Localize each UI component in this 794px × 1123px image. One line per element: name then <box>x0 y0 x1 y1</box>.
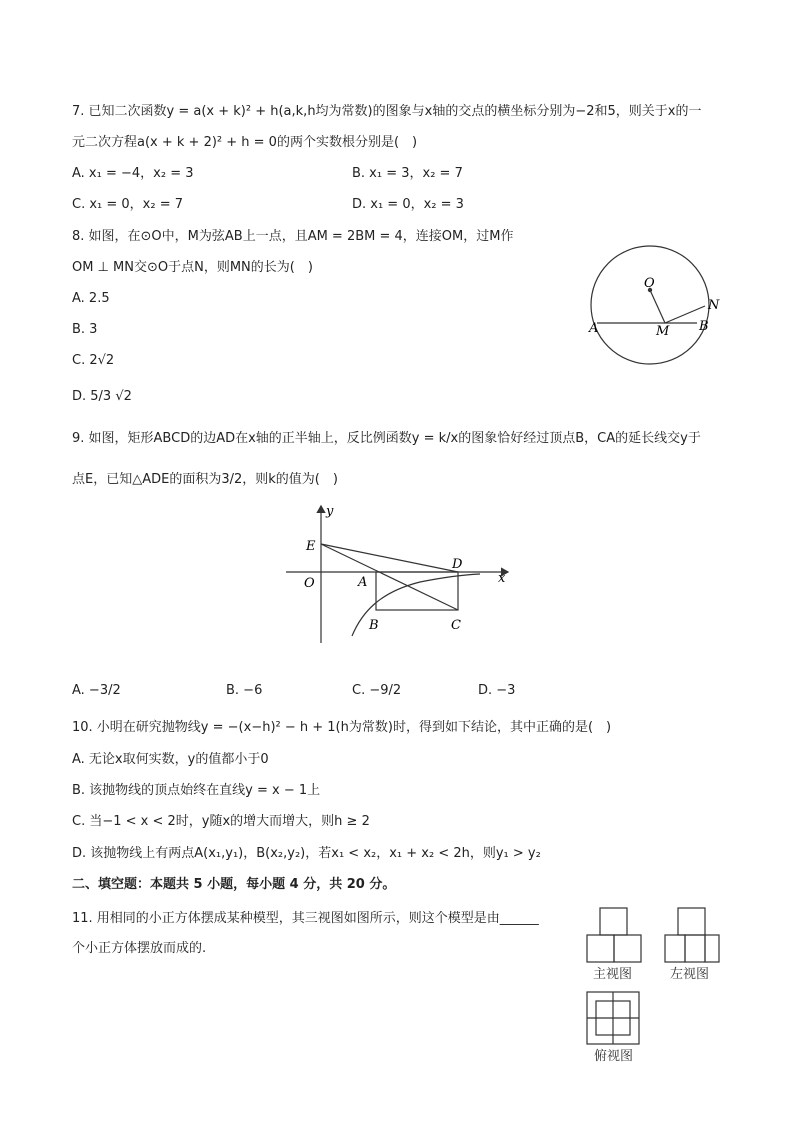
label-a: A <box>358 575 368 590</box>
q7-option-a: A. x₁ = −4，x₂ = 3 <box>72 166 194 181</box>
q7-option-c: C. x₁ = 0，x₂ = 7 <box>72 197 184 212</box>
q9-option-b: B. −6 <box>226 683 263 698</box>
label-y: y <box>326 504 334 519</box>
label-o: O <box>644 276 655 291</box>
label-d: D <box>452 557 463 572</box>
q10-option-d: D. 该抛物线上有两点A(x₁,y₁)，B(x₂,y₂)，若x₁ < x₂，x₁ + x₂ < 2h，则y₁ > y₂ <box>72 846 541 861</box>
q7-stem-line2: 元二次方程a(x + k + 2)² + h = 0的两个实数根分别是( ) <box>72 135 418 150</box>
q11-three-views-figure <box>580 900 730 1070</box>
left-view <box>665 908 719 962</box>
q9-option-d: D. −3 <box>478 683 516 698</box>
q7-option-d: D. x₁ = 0，x₂ = 3 <box>352 197 464 212</box>
q8-stem-line1: 8. 如图，在⊙O中，M为弦AB上一点，且AM = 2BM = 4，连接OM，过M作 <box>72 229 514 244</box>
segment-om <box>650 290 665 323</box>
q9-option-c: C. −9/2 <box>352 683 402 698</box>
left-view-label: 左视图 <box>670 967 710 982</box>
q9-stem-line1: 9. 如图，矩形ABCD的边AD在x轴的正半轴上，反比例函数y = k/x的图象恰好经过顶点B，CA的延长线交y于 <box>72 431 701 446</box>
label-c: C <box>451 618 461 633</box>
q8-option-d: D. 5/3 √2 <box>72 389 132 404</box>
q7-option-b: B. x₁ = 3，x₂ = 7 <box>352 166 463 181</box>
q7-stem-line1: 7. 已知二次函数y = a(x + k)² + h(a,k,h均为常数)的图象与x轴的交点的横坐标分别为−2和5，则关于x的一 <box>72 104 702 119</box>
top-view <box>587 992 639 1044</box>
circle-o <box>591 246 709 364</box>
top-view-label: 俯视图 <box>594 1049 634 1064</box>
label-m: M <box>656 324 670 339</box>
q10-option-a: A. 无论x取何实数，y的值都小于0 <box>72 752 269 767</box>
front-view <box>587 908 641 962</box>
line-ed <box>321 544 458 572</box>
label-x: x <box>498 571 506 586</box>
label-a: A <box>589 321 599 336</box>
q8-stem-line2: OM ⊥ MN交⊙O于点N，则MN的长为( ) <box>72 260 313 275</box>
line-ec <box>321 544 458 610</box>
q10-option-c: C. 当−1 < x < 2时，y随x的增大而增大，则h ≥ 2 <box>72 814 370 829</box>
q8-option-b: B. 3 <box>72 322 98 337</box>
label-e: E <box>306 539 316 554</box>
q8-circle-figure <box>580 228 730 388</box>
label-b: B <box>369 618 379 633</box>
q8-option-a: A. 2.5 <box>72 291 110 306</box>
q8-option-c: C. 2√2 <box>72 353 115 368</box>
label-o: O <box>304 576 315 591</box>
q11-stem-line1: 11. 用相同的小正方体摆成某种模型，其三视图如图所示，则这个模型是由______ <box>72 911 539 926</box>
q11-stem-line2: 个小正方体摆放而成的. <box>72 941 207 956</box>
q10-stem: 10. 小明在研究抛物线y = −(x−h)² − h + 1(h为常数)时，得到如下结论，其中正确的是( ) <box>72 720 612 735</box>
section-2-title: 二、填空题：本题共 5 小题，每小题 4 分，共 20 分。 <box>72 877 396 892</box>
label-b: B <box>699 319 709 334</box>
q9-stem-line2: 点E，已知△ADE的面积为3/2，则k的值为( ) <box>72 472 338 487</box>
q9-option-a: A. −3/2 <box>72 683 121 698</box>
q10-option-b: B. 该抛物线的顶点始终在直线y = x − 1上 <box>72 783 321 798</box>
front-view-label: 主视图 <box>593 967 633 982</box>
label-n: N <box>708 298 720 313</box>
q9-coordinate-figure <box>280 500 520 650</box>
